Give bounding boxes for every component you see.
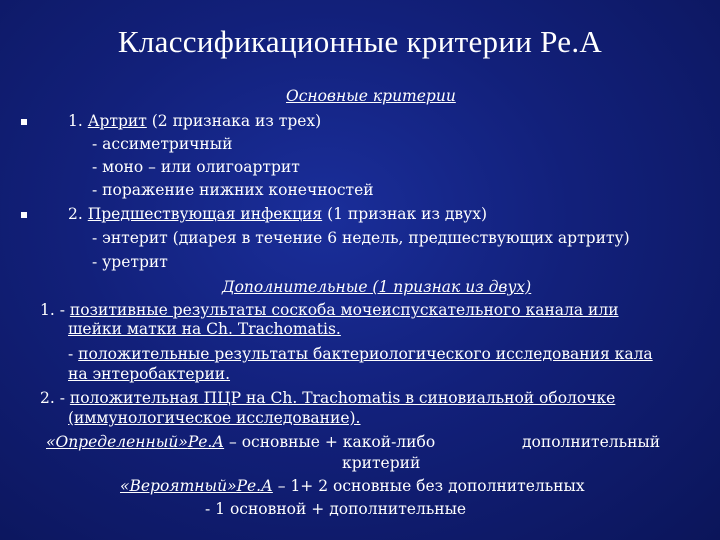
probable-line2: - 1 основной + дополнительные xyxy=(205,500,467,518)
extra1b-line1 xyxy=(68,345,653,363)
item1-rest: (2 признака из трех) xyxy=(146,112,322,130)
item2-sub-1: - энтерит (диарея в течение 6 недель, предшествующих артриту) xyxy=(92,229,630,247)
extra1-prefix: 1. - xyxy=(40,301,70,319)
slide-title: Классификационные критерии Ре.А xyxy=(117,24,603,59)
extra2-line2: (иммунологическое исследование). xyxy=(68,409,361,427)
extra-criteria-header: Дополнительные (1 признак из двух) xyxy=(222,278,532,296)
bullet-icon xyxy=(21,212,27,218)
definite-line2: критерий xyxy=(342,454,421,472)
extra2-text1: положительная ПЦР на Ch. Trachomatis в синовиальной оболочке xyxy=(69,389,616,407)
probable-label: «Вероятный» xyxy=(120,477,237,495)
probable-rest: – 1+ 2 основные без дополнительных xyxy=(272,477,585,495)
definite-rest: – основные + какой-либо xyxy=(224,433,436,451)
extra1-line1 xyxy=(40,301,619,319)
item1-sub-2: - моно – или олигоартрит xyxy=(92,158,300,176)
item1-heading: Артрит xyxy=(87,112,147,130)
item2-number: 2. xyxy=(68,205,83,223)
item1-sub-1: - ассиметричный xyxy=(92,135,233,153)
definite-right: дополнительный xyxy=(522,433,661,451)
item1-number: 1. xyxy=(68,112,83,130)
item2-rest: (1 признак из двух) xyxy=(322,205,488,223)
item2-line xyxy=(68,205,487,223)
extra1-text1: позитивные результаты соскоба мочеиспускательного канала или xyxy=(69,301,619,319)
extra1b-prefix: - xyxy=(68,345,79,363)
probable-rea: Ре.А xyxy=(236,477,273,495)
definite-line1 xyxy=(46,433,435,451)
item2-heading: Предшествующая инфекция xyxy=(87,205,323,223)
extra1-line2: шейки матки на Ch. Trachomatis. xyxy=(68,320,341,338)
definite-label: «Определенный» xyxy=(46,433,188,451)
item1-line xyxy=(68,112,321,130)
item1-sub-3: - поражение нижних конечностей xyxy=(92,181,374,199)
item2-sub-2: - уретрит xyxy=(92,253,168,271)
main-criteria-header: Основные критерии xyxy=(286,87,456,105)
bullet-icon xyxy=(21,119,27,125)
extra1b-text1: положительные результаты бактериологического исследования кала xyxy=(78,345,653,363)
extra2-prefix: 2. - xyxy=(40,389,70,407)
extra2-line1 xyxy=(40,389,615,407)
extra1b-line2: на энтеробактерии. xyxy=(68,365,231,383)
definite-rea: Ре.А xyxy=(187,433,225,451)
probable-line1 xyxy=(120,477,585,495)
